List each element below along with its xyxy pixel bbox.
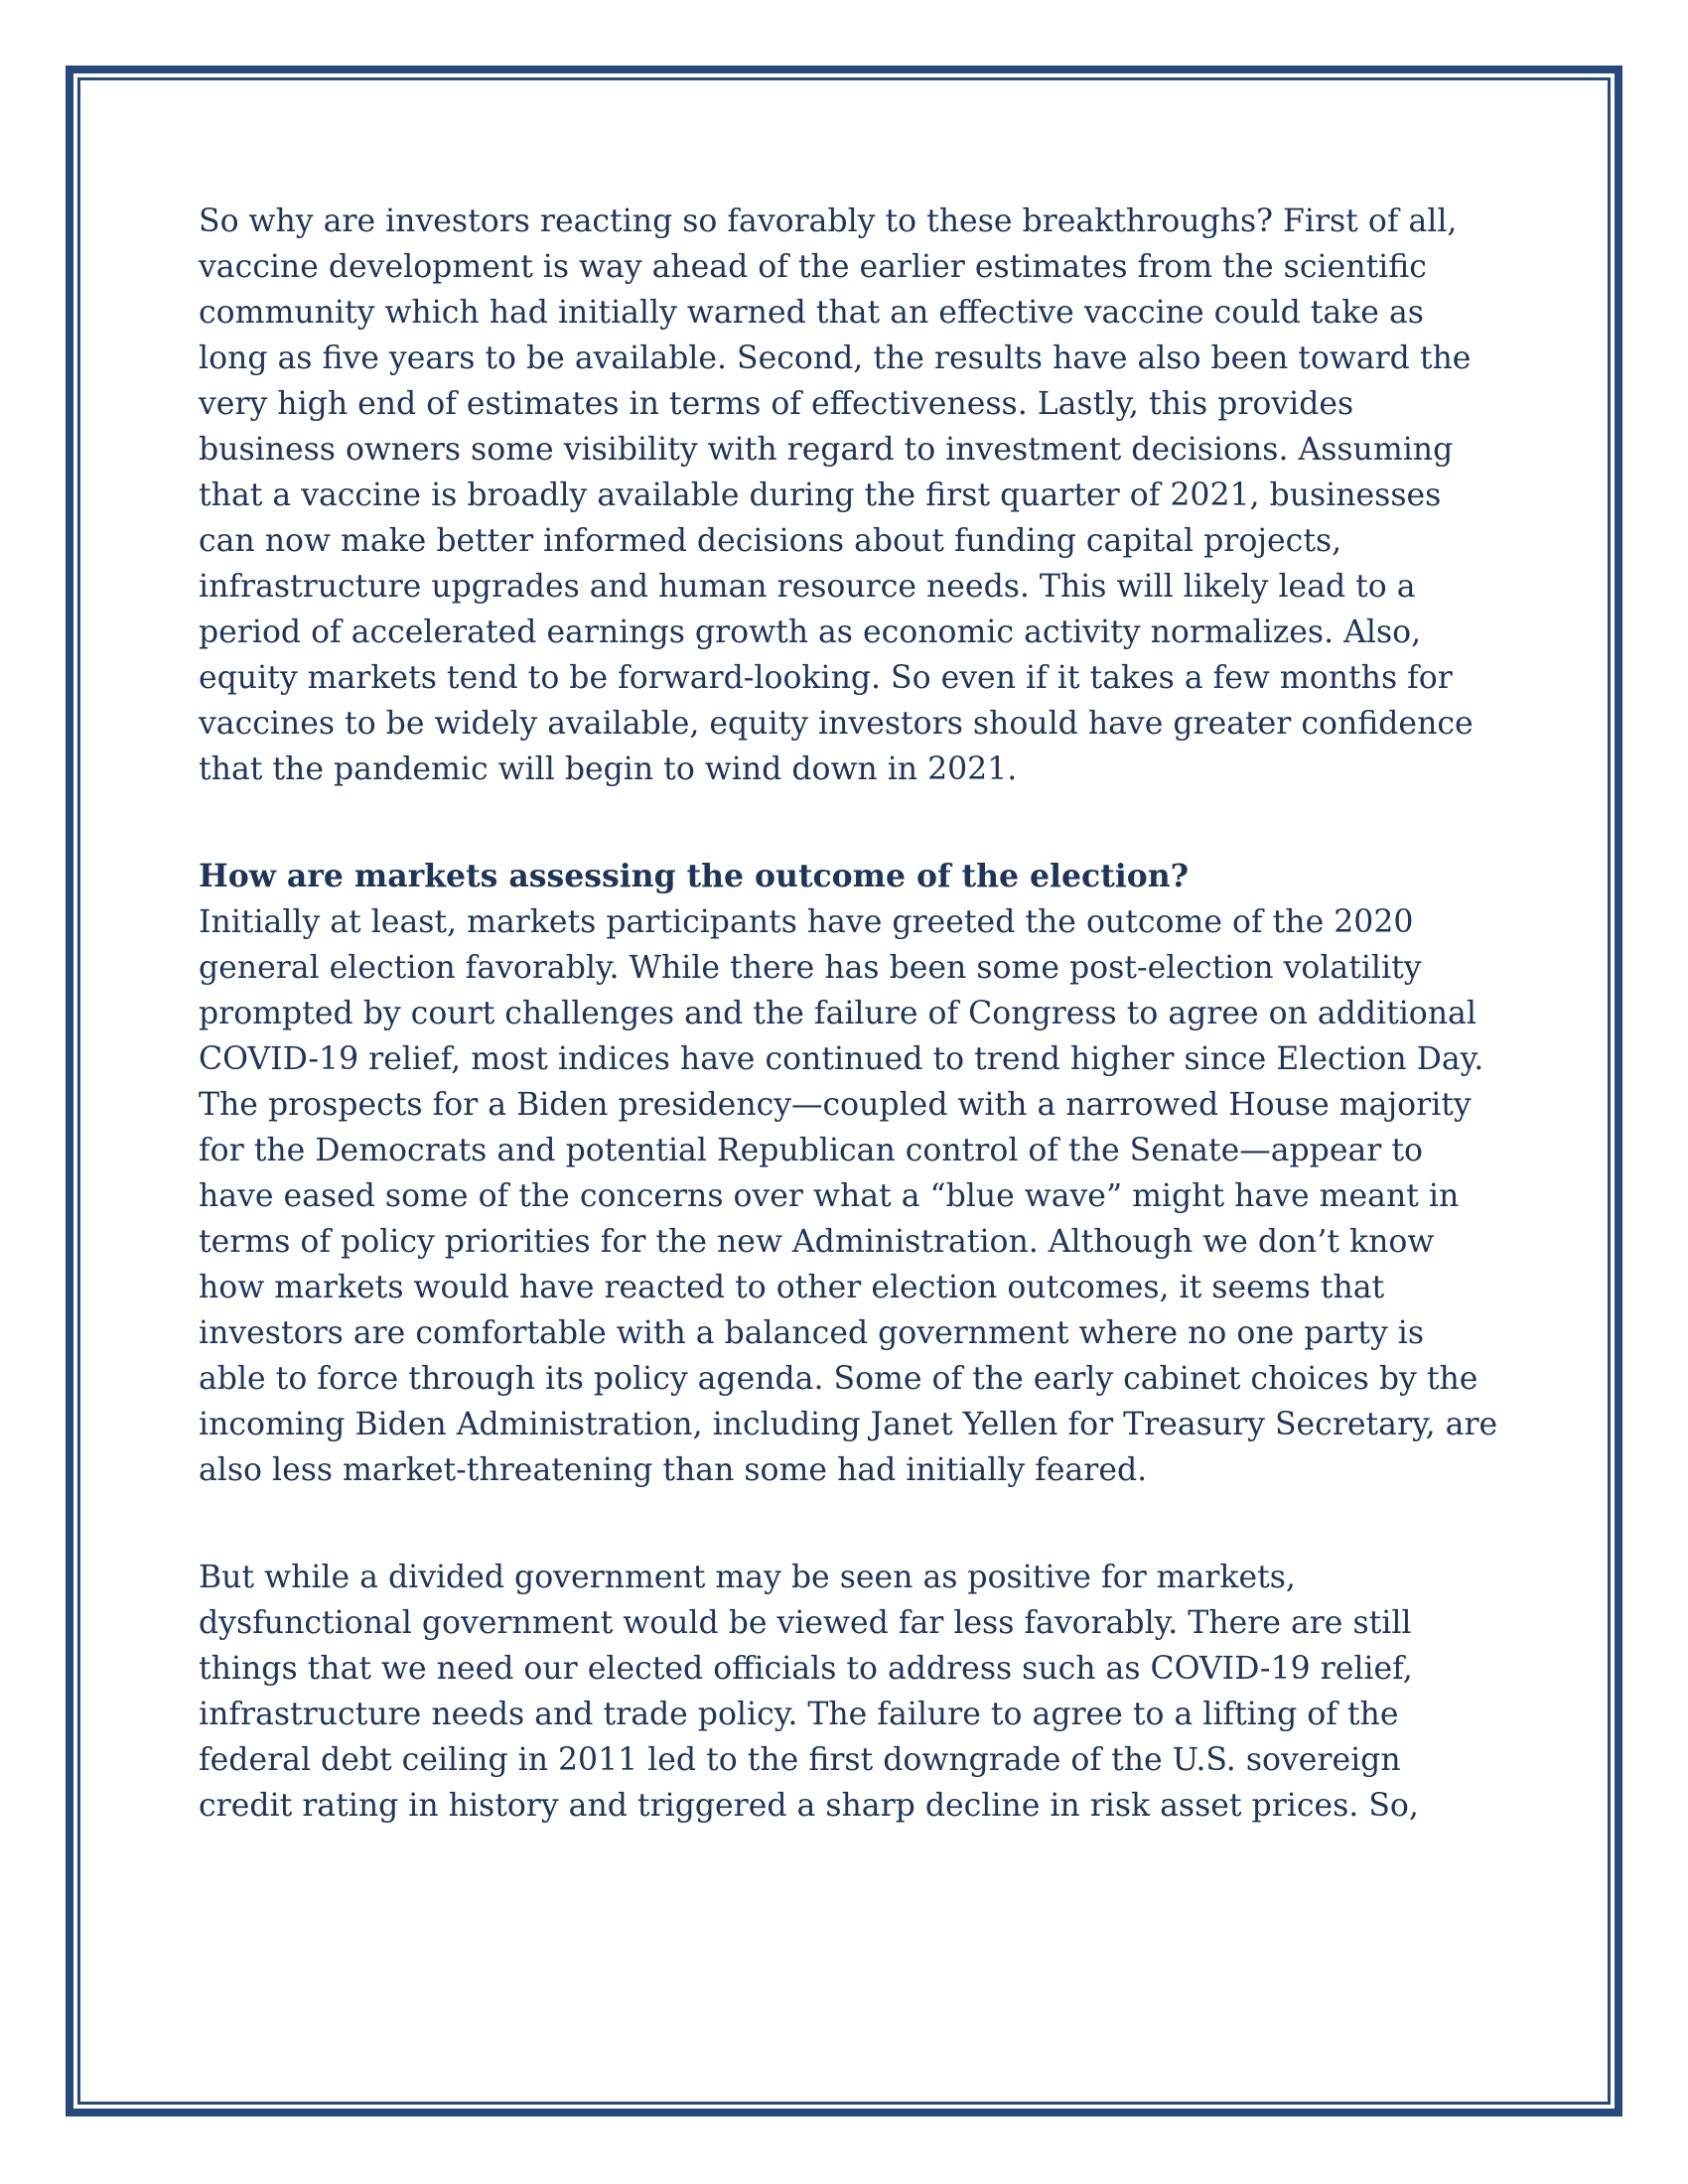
vaccine-paragraph: So why are investors reacting so favorably to these breakthroughs? First of all, vaccine development is way ahead of the earlier estimates from the scientific community which had initially warned that an effective vaccine could take as long as five years to be available. Second, the results have also been toward the very high end of estimates in terms of effectiveness. Lastly, this provides business owners some visibility with regard to investment decisions. Assuming that a vaccine is broadly available during the first quarter of 2021, businesses can now make better informed decisions about funding capital projects, infrastructure upgrades and human resource needs. This will likely lead to a period of accelerated earnings growth as economic activity normalizes. Also, equity markets tend to be forward-looking. So even if it takes a few months for vaccines to be widely available, equity investors should have greater confidence that the pandemic will begin to wind down in 2021. (199, 204, 1474, 787)
document-body (199, 199, 1499, 1829)
election-heading: How are markets assessing the outcome of the election? (199, 858, 1190, 894)
divided-government-paragraph: But while a divided government may be seen as positive for markets, dysfunctional government would be viewed far less favorably. There are still things that we need our elected officials to address such as COVID-19 relief, infrastructure needs and trade policy. The failure to agree to a lifting of the federal debt ceiling in 2011 led to the first downgrade of the U.S. sovereign credit rating in history and triggered a sharp decline in risk asset prices. So, (199, 1560, 1419, 1824)
election-paragraph: Initially at least, markets participants have greeted the outcome of the 2020 general election favorably. While there has been some post-election volatility prompted by court challenges and the failure of Congress to agree on additional COVID-19 relief, most indices have continued to trend higher since Election Day. The prospects for a Biden presidency—coupled with a narrowed House majority for the Democrats and potential Republican control of the Senate—appear to have eased some of the concerns over what a “blue wave” might have meant in terms of policy priorities for the new Administration. Although we don’t know how markets would have reacted to other election outcomes, it seems that investors are comfortable with a balanced government where no one party is able to force through its policy agenda. Some of the early cabinet choices by the incoming Biden Administration, including Janet Yellen for Treasury Secretary, are also less market-threatening than some had initially feared. (199, 904, 1498, 1488)
